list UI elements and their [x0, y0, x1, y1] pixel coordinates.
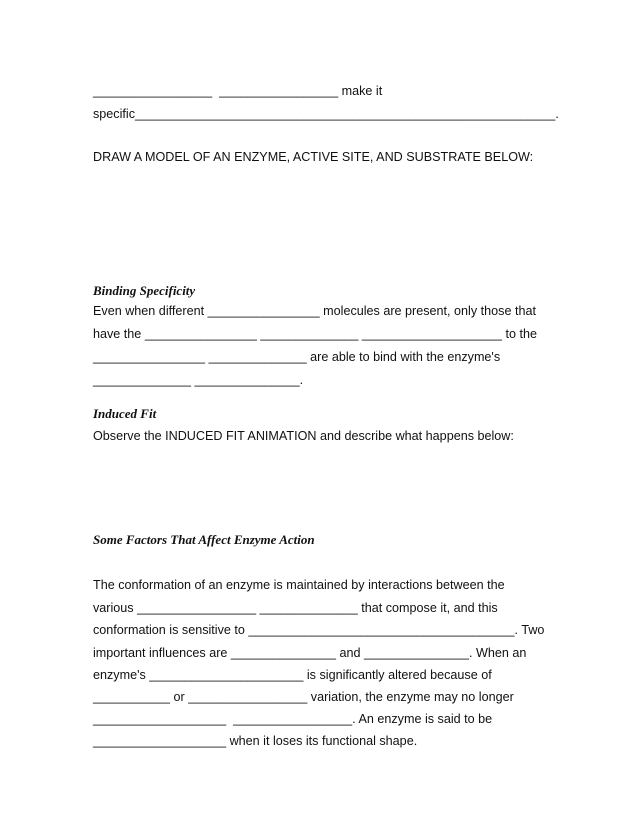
intro-line-2: specific____________________________________________________________.	[93, 107, 559, 121]
factors-heading: Some Factors That Affect Enzyme Action	[93, 532, 315, 547]
factors-line-2: various _________________ ______________ that compose it, and this	[93, 601, 498, 615]
factors-line-5: enzyme's ______________________ is significantly altered because of	[93, 668, 492, 682]
binding-line-1: Even when different ________________ molecules are present, only those that	[93, 304, 536, 318]
factors-line-7: ___________________ _________________. An enzyme is said to be	[93, 712, 493, 726]
factors-line-3: conformation is sensitive to ______________________________________. Two	[93, 623, 545, 637]
binding-line-4: ______________ _______________.	[93, 373, 304, 387]
factors-line-6: ___________ or _________________ variation, the enzyme may no longer	[93, 690, 514, 704]
binding-line-2: have the ________________ ______________ ____________________ to the	[93, 327, 538, 341]
factors-line-8: ___________________ when it loses its functional shape.	[93, 734, 418, 748]
intro-line-1: _________________ _________________ make it	[93, 84, 383, 98]
induced-fit-heading: Induced Fit	[93, 406, 157, 421]
induced-fit-line: Observe the INDUCED FIT ANIMATION and describe what happens below:	[93, 429, 514, 443]
factors-line-1: The conformation of an enzyme is maintained by interactions between the	[93, 578, 505, 592]
binding-specificity-heading: Binding Specificity	[93, 283, 196, 298]
binding-line-3: ________________ ______________ are able to bind with the enzyme's	[93, 350, 501, 364]
factors-line-4: important influences are _______________ and _______________. When an	[93, 646, 527, 660]
draw-prompt: DRAW A MODEL OF AN ENZYME, ACTIVE SITE, AND SUBSTRATE BELOW:	[93, 150, 534, 164]
